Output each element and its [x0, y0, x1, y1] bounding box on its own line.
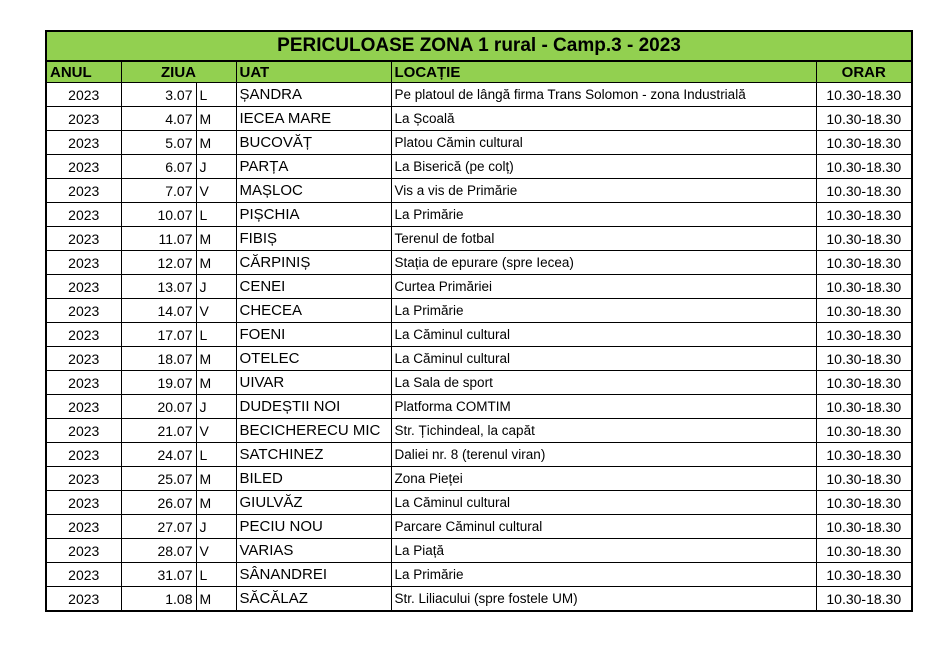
year-cell: 2023	[46, 83, 121, 107]
table-row	[46, 371, 912, 395]
date-cell: 18.07	[121, 347, 196, 371]
schedule-table	[45, 30, 913, 612]
uat-cell: OTELEC	[236, 347, 391, 371]
uat-cell: BUCOVĂȚ	[236, 131, 391, 155]
weekday-cell: L	[196, 203, 236, 227]
weekday-cell: J	[196, 275, 236, 299]
weekday-cell: J	[196, 395, 236, 419]
hours-cell: 10.30-18.30	[816, 515, 912, 539]
location-cell: La Piață	[391, 539, 816, 563]
location-cell: La Primărie	[391, 563, 816, 587]
year-cell: 2023	[46, 299, 121, 323]
hours-cell: 10.30-18.30	[816, 131, 912, 155]
table-row	[46, 299, 912, 323]
table-row	[46, 443, 912, 467]
weekday-cell: V	[196, 419, 236, 443]
hours-cell: 10.30-18.30	[816, 539, 912, 563]
uat-cell: IECEA MARE	[236, 107, 391, 131]
uat-cell: MAȘLOC	[236, 179, 391, 203]
table-row	[46, 419, 912, 443]
year-cell: 2023	[46, 467, 121, 491]
year-cell: 2023	[46, 539, 121, 563]
location-cell: Platou Cămin cultural	[391, 131, 816, 155]
uat-cell: BILED	[236, 467, 391, 491]
year-cell: 2023	[46, 587, 121, 612]
table-row	[46, 467, 912, 491]
location-cell: Curtea Primăriei	[391, 275, 816, 299]
weekday-cell: M	[196, 491, 236, 515]
location-cell: La Biserică (pe colț)	[391, 155, 816, 179]
uat-cell: UIVAR	[236, 371, 391, 395]
uat-cell: PIȘCHIA	[236, 203, 391, 227]
location-cell: La Școală	[391, 107, 816, 131]
uat-cell: ȘANDRA	[236, 83, 391, 107]
hours-cell: 10.30-18.30	[816, 83, 912, 107]
date-cell: 14.07	[121, 299, 196, 323]
year-cell: 2023	[46, 443, 121, 467]
weekday-cell: L	[196, 563, 236, 587]
location-cell: Zona Pieței	[391, 467, 816, 491]
location-cell: Str. Țichindeal, la capăt	[391, 419, 816, 443]
header-uat: UAT	[236, 61, 391, 83]
table-row	[46, 227, 912, 251]
date-cell: 28.07	[121, 539, 196, 563]
weekday-cell: M	[196, 371, 236, 395]
table-row	[46, 563, 912, 587]
hours-cell: 10.30-18.30	[816, 251, 912, 275]
year-cell: 2023	[46, 251, 121, 275]
location-cell: Stația de epurare (spre Iecea)	[391, 251, 816, 275]
location-cell: La Primărie	[391, 203, 816, 227]
date-cell: 6.07	[121, 155, 196, 179]
year-cell: 2023	[46, 155, 121, 179]
hours-cell: 10.30-18.30	[816, 155, 912, 179]
location-cell: Pe platoul de lângă firma Trans Solomon - zona Industrială	[391, 83, 816, 107]
table-row	[46, 155, 912, 179]
year-cell: 2023	[46, 491, 121, 515]
header-orar: ORAR	[816, 61, 912, 83]
hours-cell: 10.30-18.30	[816, 395, 912, 419]
location-cell: Vis a vis de Primărie	[391, 179, 816, 203]
date-cell: 25.07	[121, 467, 196, 491]
table-row	[46, 179, 912, 203]
year-cell: 2023	[46, 227, 121, 251]
year-cell: 2023	[46, 179, 121, 203]
location-cell: La Căminul cultural	[391, 323, 816, 347]
location-cell: La Primărie	[391, 299, 816, 323]
year-cell: 2023	[46, 131, 121, 155]
uat-cell: CĂRPINIȘ	[236, 251, 391, 275]
location-cell: Terenul de fotbal	[391, 227, 816, 251]
hours-cell: 10.30-18.30	[816, 107, 912, 131]
weekday-cell: M	[196, 587, 236, 612]
year-cell: 2023	[46, 395, 121, 419]
hours-cell: 10.30-18.30	[816, 467, 912, 491]
uat-cell: SĂCĂLAZ	[236, 587, 391, 612]
year-cell: 2023	[46, 275, 121, 299]
hours-cell: 10.30-18.30	[816, 227, 912, 251]
hours-cell: 10.30-18.30	[816, 299, 912, 323]
date-cell: 12.07	[121, 251, 196, 275]
hours-cell: 10.30-18.30	[816, 443, 912, 467]
weekday-cell: L	[196, 323, 236, 347]
year-cell: 2023	[46, 563, 121, 587]
uat-cell: VARIAS	[236, 539, 391, 563]
year-cell: 2023	[46, 347, 121, 371]
weekday-cell: M	[196, 227, 236, 251]
hours-cell: 10.30-18.30	[816, 347, 912, 371]
uat-cell: FOENI	[236, 323, 391, 347]
header-row	[46, 61, 912, 83]
weekday-cell: M	[196, 107, 236, 131]
weekday-cell: M	[196, 131, 236, 155]
weekday-cell: M	[196, 467, 236, 491]
hours-cell: 10.30-18.30	[816, 179, 912, 203]
weekday-cell: L	[196, 83, 236, 107]
header-anul: ANUL	[46, 61, 121, 83]
year-cell: 2023	[46, 203, 121, 227]
uat-cell: DUDEȘTII NOI	[236, 395, 391, 419]
table-row	[46, 203, 912, 227]
date-cell: 17.07	[121, 323, 196, 347]
date-cell: 20.07	[121, 395, 196, 419]
table-row	[46, 251, 912, 275]
uat-cell: SATCHINEZ	[236, 443, 391, 467]
uat-cell: BECICHERECU MIC	[236, 419, 391, 443]
location-cell: La Sala de sport	[391, 371, 816, 395]
weekday-cell: V	[196, 299, 236, 323]
date-cell: 11.07	[121, 227, 196, 251]
date-cell: 5.07	[121, 131, 196, 155]
table-title: PERICULOASE ZONA 1 rural - Camp.3 - 2023	[46, 31, 912, 61]
table-row	[46, 275, 912, 299]
location-cell: La Căminul cultural	[391, 491, 816, 515]
table-row	[46, 131, 912, 155]
location-cell: Parcare Căminul cultural	[391, 515, 816, 539]
year-cell: 2023	[46, 371, 121, 395]
year-cell: 2023	[46, 323, 121, 347]
year-cell: 2023	[46, 515, 121, 539]
weekday-cell: V	[196, 179, 236, 203]
location-cell: Daliei nr. 8 (terenul viran)	[391, 443, 816, 467]
weekday-cell: M	[196, 251, 236, 275]
date-cell: 31.07	[121, 563, 196, 587]
hours-cell: 10.30-18.30	[816, 419, 912, 443]
hours-cell: 10.30-18.30	[816, 371, 912, 395]
table-row	[46, 347, 912, 371]
date-cell: 3.07	[121, 83, 196, 107]
uat-cell: PECIU NOU	[236, 515, 391, 539]
title-row	[46, 31, 912, 61]
hours-cell: 10.30-18.30	[816, 323, 912, 347]
hours-cell: 10.30-18.30	[816, 587, 912, 612]
date-cell: 1.08	[121, 587, 196, 612]
weekday-cell: J	[196, 155, 236, 179]
table-row	[46, 515, 912, 539]
table-row	[46, 323, 912, 347]
date-cell: 21.07	[121, 419, 196, 443]
location-cell: Str. Liliacului (spre fostele UM)	[391, 587, 816, 612]
hours-cell: 10.30-18.30	[816, 203, 912, 227]
date-cell: 24.07	[121, 443, 196, 467]
table-row	[46, 539, 912, 563]
header-ziua: ZIUA	[121, 61, 236, 83]
date-cell: 27.07	[121, 515, 196, 539]
table-row	[46, 107, 912, 131]
hours-cell: 10.30-18.30	[816, 491, 912, 515]
uat-cell: FIBIȘ	[236, 227, 391, 251]
uat-cell: CHECEA	[236, 299, 391, 323]
date-cell: 13.07	[121, 275, 196, 299]
location-cell: La Căminul cultural	[391, 347, 816, 371]
date-cell: 7.07	[121, 179, 196, 203]
uat-cell: CENEI	[236, 275, 391, 299]
hours-cell: 10.30-18.30	[816, 275, 912, 299]
weekday-cell: L	[196, 443, 236, 467]
table-row	[46, 395, 912, 419]
uat-cell: GIULVĂZ	[236, 491, 391, 515]
year-cell: 2023	[46, 419, 121, 443]
date-cell: 26.07	[121, 491, 196, 515]
table-row	[46, 491, 912, 515]
weekday-cell: J	[196, 515, 236, 539]
weekday-cell: M	[196, 347, 236, 371]
weekday-cell: V	[196, 539, 236, 563]
table-row	[46, 83, 912, 107]
date-cell: 19.07	[121, 371, 196, 395]
date-cell: 4.07	[121, 107, 196, 131]
hours-cell: 10.30-18.30	[816, 563, 912, 587]
year-cell: 2023	[46, 107, 121, 131]
header-locatie: LOCAȚIE	[391, 61, 816, 83]
uat-cell: SÂNANDREI	[236, 563, 391, 587]
uat-cell: PARȚA	[236, 155, 391, 179]
date-cell: 10.07	[121, 203, 196, 227]
table-row	[46, 587, 912, 612]
location-cell: Platforma COMTIM	[391, 395, 816, 419]
